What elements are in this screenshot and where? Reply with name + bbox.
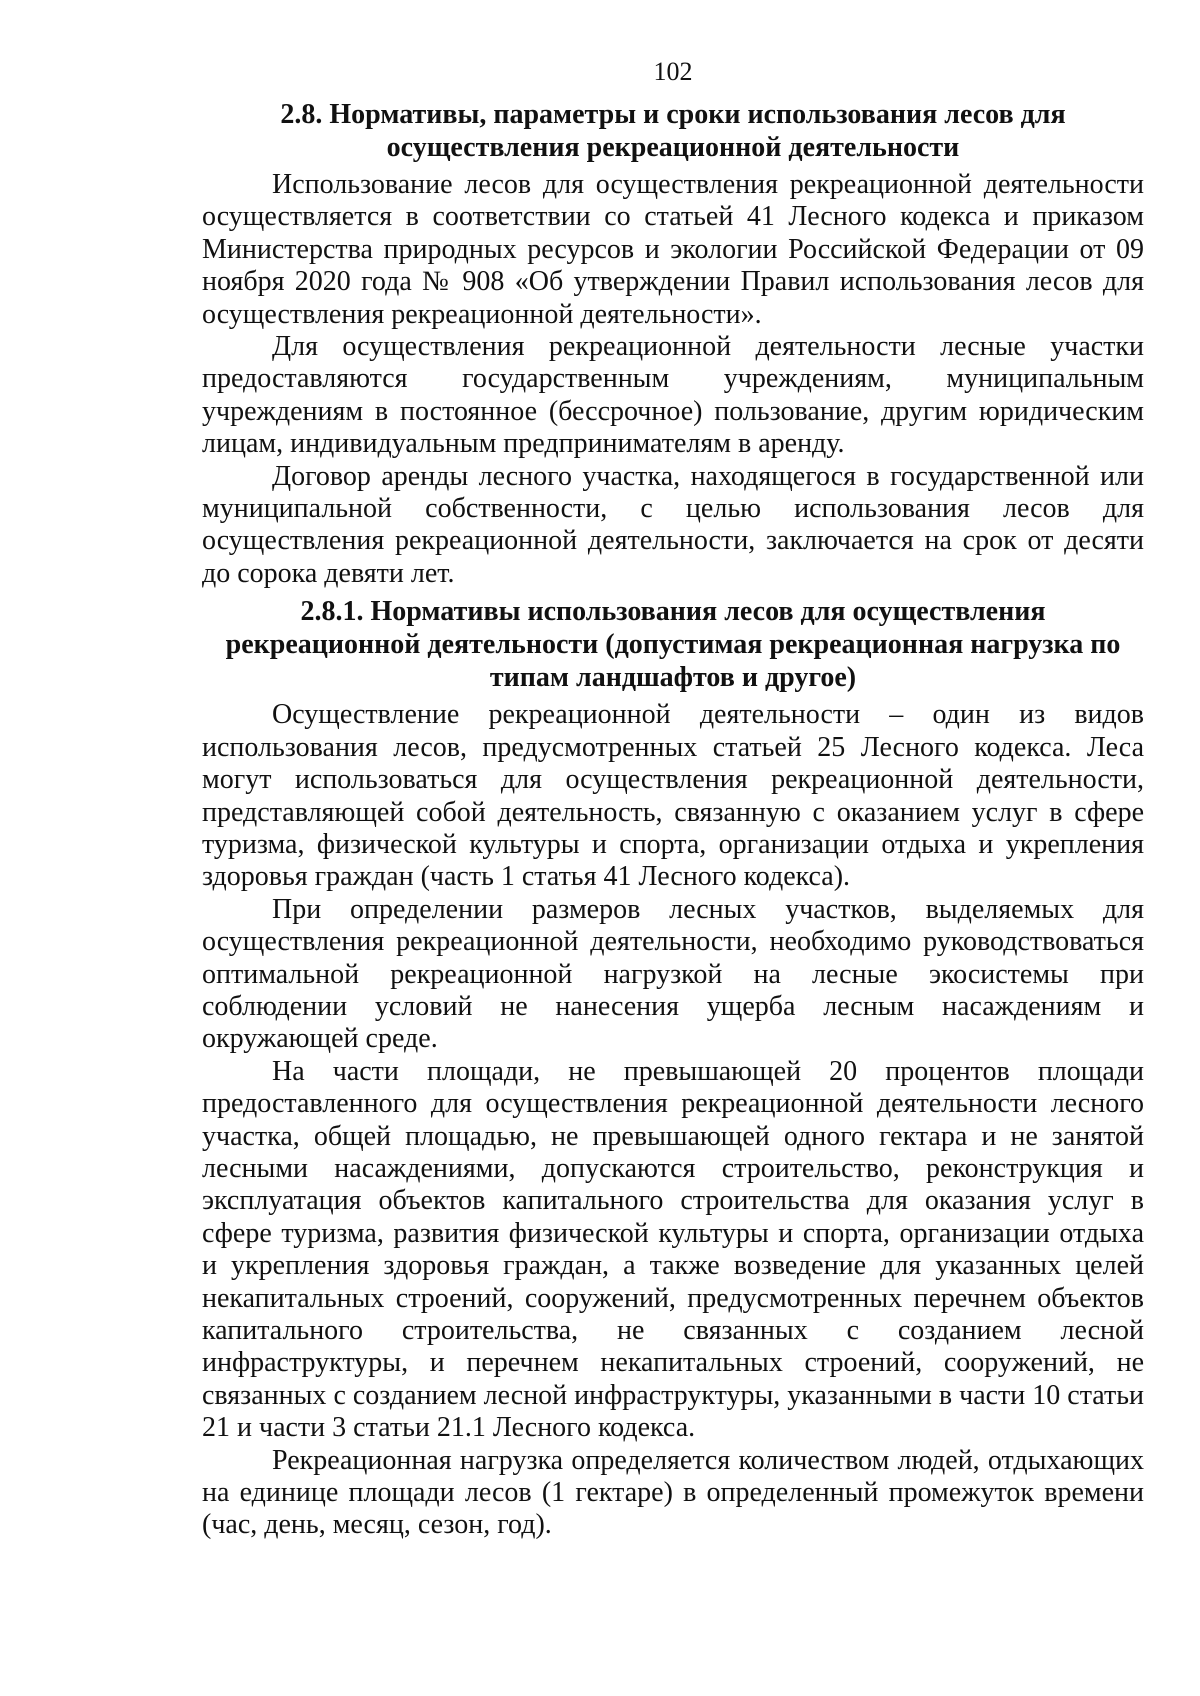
subsection-paragraph-2: При определении размеров лесных участков, выделяемых для осуществления рекреационной деятельности, необходимо руководствоваться оптимальной рекреационной нагрузкой на лесные экосистемы при соблюдении условий не нанесения ущерба лесным насаждениям и окружающей среде. [202,893,1144,1055]
section-paragraph-2: Для осуществления рекреационной деятельности лесные участки предоставляются государственным учреждениям, муниципальным учреждениям в постоянное (бессрочное) пользование, другим юридическим лицам, индивидуальным предпринимателям в аренду. [202,331,1144,460]
document-page [202,52,1144,1542]
page-number: 102 [653,57,693,86]
subsection-heading-line-1: 2.8.1. Нормативы использования лесов для осуществления [300,596,1046,628]
subsection-heading-line-2: рекреационной деятельности (допустимая рекреационная нагрузка по [225,629,1121,661]
subsection-paragraph-4: Рекреационная нагрузка определяется количеством людей, отдыхающих на единице площади лесов (1 гектаре) в определенный промежуток времени (час, день, месяц, сезон, год). [202,1444,1144,1541]
section-heading [202,98,1144,164]
subsection-paragraph-1: Осуществление рекреационной деятельности – один из видов использования лесов, предусмотренных статьей 25 Лесного кодекса. Леса могут использоваться для осуществления рекреационной деятельности, представляющей собой деятельность, связанную с оказанием услуг в сфере туризма, физической культуры и спорта, организации отдыха и укрепления здоровья граждан (часть 1 статья 41 Лесного кодекса). [202,699,1144,893]
section-heading-line-1: 2.8. Нормативы, параметры и сроки использования лесов для [280,99,1066,130]
subsection-heading-line-3: типам ландшафтов и другое) [489,662,857,694]
section-paragraph-1: Использование лесов для осуществления рекреационной деятельности осуществляется в соответствии со статьей 41 Лесного кодекса и приказом Министерства природных ресурсов и экологии Российской Федерации от 09 ноября 2020 года № 908 «Об утверждении Правил использования лесов для осуществления рекреационной деятельности». [202,169,1144,330]
section-heading-line-2: осуществления рекреационной деятельности [386,132,960,163]
section-paragraph-3: Договор аренды лесного участка, находящегося в государственной или муниципальной собственности, с целью использования лесов для осуществления рекреационной деятельности, заключается на срок от десяти до сорока девяти лет. [202,460,1144,589]
subsection-paragraph-3: На части площади, не превышающей 20 процентов площади предоставленного для осуществления рекреационной деятельности лесного участка, общей площадью, не превышающей одного гектара и не занятой лесными насаждениями, допускаются строительство, реконструкция и эксплуатация объектов капитального строительства для оказания услуг в сфере туризма, развития физической культуры и спорта, организации отдыха и укрепления здоровья граждан, а также возведение для указанных целей некапитальных строений, сооружений, предусмотренных перечнем объектов капитального строительства, не связанных с созданием лесной инфраструктуры, и перечнем некапитальных строений, сооружений, не связанных с созданием лесной инфраструктуры, указанными в части 10 статьи 21 и части 3 статьи 21.1 Лесного кодекса. [202,1055,1144,1444]
subsection-heading [202,595,1144,694]
